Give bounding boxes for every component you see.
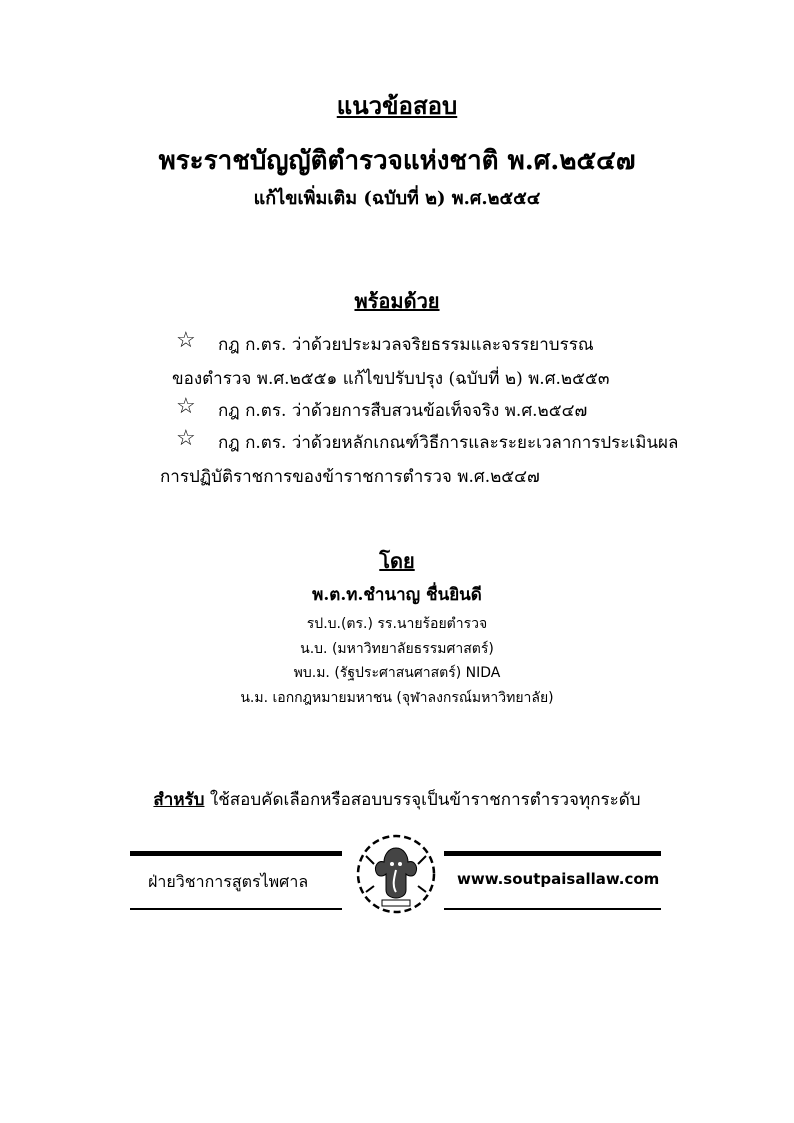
publisher-name: ฝ่ายวิชาการสูตรไพศาล: [148, 872, 309, 891]
list-item-3-line1: กฎ ก.ตร. ว่าด้วยหลักเกณฑ์วิธีการและระยะเวลาการประเมินผล: [218, 433, 679, 453]
purpose-line: [0, 786, 794, 813]
list-item-1-line2: ของตำรวจ พ.ศ.๒๕๕๑ แก้ไขปรับปรุง (ฉบับที่ ๒) พ.ศ.๒๕๕๓: [172, 369, 610, 389]
act-title: พระราชบัญญัติตำรวจแห่งชาติ พ.ศ.๒๕๔๗: [158, 146, 636, 176]
author-name: พ.ต.ท.ชำนาญ ชื่นยินดี: [312, 585, 482, 605]
footer-rule-right: [444, 851, 661, 856]
list-item-2-line1: กฎ ก.ตร. ว่าด้วยการสืบสวนข้อเท็จจริง พ.ศ.๒๕๔๗: [218, 401, 588, 421]
purpose-text: ใช้สอบคัดเลือกหรือสอบบรรจุเป็นข้าราชการตำรวจทุกระดับ: [204, 790, 641, 810]
ganesha-seal-icon: [352, 830, 440, 918]
footer-rule-right-bottom: [444, 908, 661, 910]
list-item-1-line1: กฎ ก.ตร. ว่าด้วยประมวลจริยธรรมและจรรยาบรรณ: [218, 335, 594, 355]
list-item-3-line2: การปฏิบัติราชการของข้าราชการตำรวจ พ.ศ.๒๕๔๗: [160, 467, 540, 487]
credential-line: น.บ. (มหาวิทยาลัยธรรมศาสตร์): [300, 641, 494, 657]
footer-rule-left: [130, 851, 342, 856]
credential-line: พบ.ม. (รัฐประศาสนศาสตร์) NIDA: [293, 665, 501, 681]
star-icon: ☆: [176, 328, 196, 353]
amendment-subtitle: แก้ไขเพิ่มเติม (ฉบับที่ ๒) พ.ศ.๒๕๕๔: [253, 188, 541, 209]
star-icon: ☆: [176, 426, 196, 451]
star-icon: ☆: [176, 394, 196, 419]
exam-guide-title: แนวข้อสอบ: [336, 91, 458, 120]
purpose-label: สำหรับ: [153, 790, 205, 810]
credential-line: น.ม. เอกกฎหมายมหาชน (จุฬาลงกรณ์มหาวิทยาลัย): [240, 690, 554, 706]
by-heading: โดย: [379, 549, 415, 573]
credential-line: รป.บ.(ตร.) รร.นายร้อยตำรวจ: [306, 616, 488, 632]
with-heading: พร้อมด้วย: [354, 289, 440, 313]
website-link[interactable]: www.soutpaisallaw.com: [457, 870, 660, 888]
footer-rule-left-bottom: [130, 908, 342, 910]
